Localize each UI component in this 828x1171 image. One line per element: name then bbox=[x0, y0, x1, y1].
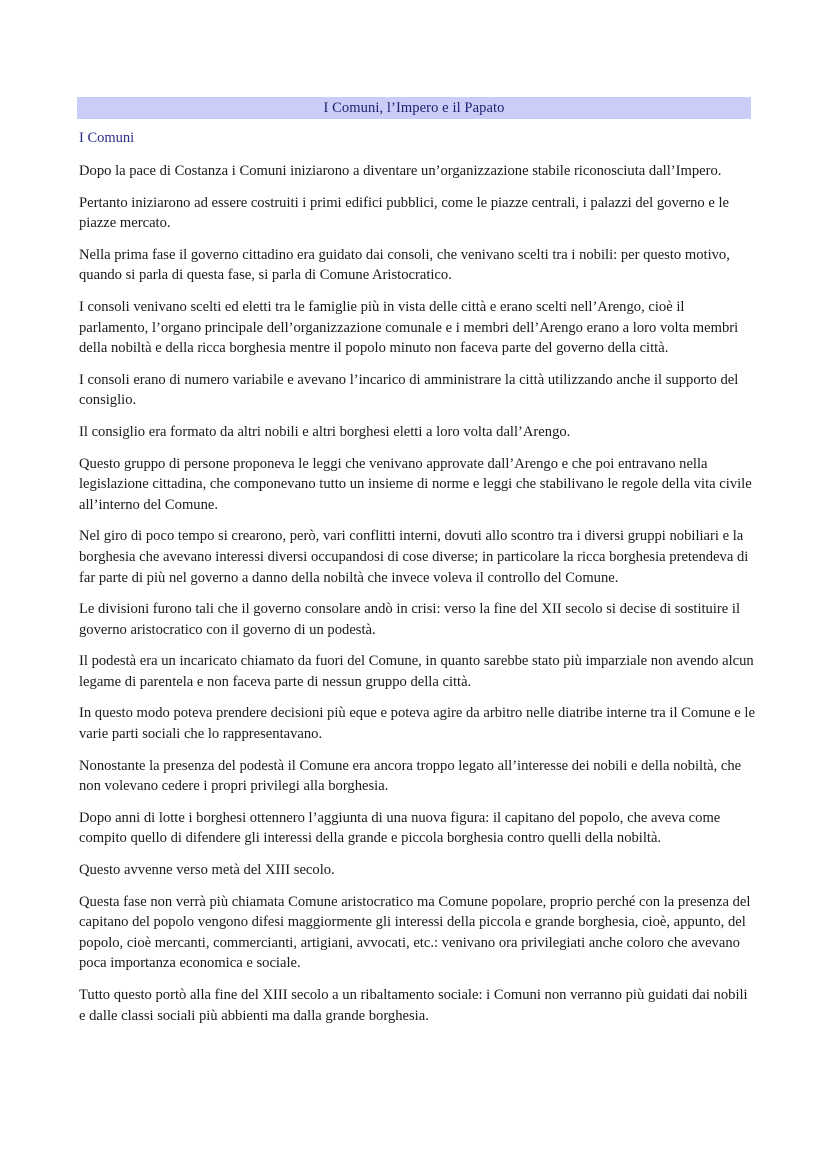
paragraph: I consoli venivano scelti ed eletti tra le famiglie più in vista delle città e erano scelti nell’Arengo, cioè il parlamento, l’organo principale dell’organizzazione comunale e i membri dell’Arengo erano a loro volta membri della nobiltà e della ricca borghesia mentre il popolo minuto non faceva parte del governo della città. bbox=[79, 298, 739, 357]
paragraph: Nel giro di poco tempo si crearono, però, vari conflitti interni, dovuti allo scontro tra i diversi gruppi nobiliari e la borghesia che avevano interessi diversi occupandosi di cose diverse; in particolare la ricca borghesia pretendeva di far parte di più nel governo a danno della nobiltà che invece voleva il controllo del Comune. bbox=[79, 528, 749, 586]
paragraph: Dopo anni di lotte i borghesi ottennero l’aggiunta di una nuova figura: il capitano del popolo, che aveva come compito quello di difendere gli interessi della grande e piccola borghesia contro quelli della nobiltà. bbox=[79, 809, 721, 847]
document-title: I Comuni, l’Impero e il Papato bbox=[323, 99, 505, 116]
paragraph: Il podestà era un incaricato chiamato da fuori del Comune, in quanto sarebbe stato più imparziale non avendo alcun legame di parentela e non faceva parte di nessun gruppo della città. bbox=[79, 653, 754, 690]
body-text bbox=[79, 161, 755, 1037]
paragraph: Questo gruppo di persone proponeva le leggi che venivano approvate dall’Arengo e che poi entravano nella legislazione cittadina, che componevano tutto un insieme di norme e leggi che stabilivano le regole della vita civile all’interno del Comune. bbox=[79, 455, 752, 513]
paragraph: Dopo la pace di Costanza i Comuni iniziarono a diventare un’organizzazione stabile riconosciuta dall’Impero. bbox=[79, 163, 722, 179]
paragraph: Nonostante la presenza del podestà il Comune era ancora troppo legato all’interesse dei nobili e della nobiltà, che non volevano cedere i propri privilegi alla borghesia. bbox=[79, 757, 742, 795]
paragraph: Questo avvenne verso metà del XIII secolo. bbox=[79, 862, 335, 879]
paragraph: Pertanto iniziarono ad essere costruiti i primi edifici pubblici, come le piazze centrali, i palazzi del governo e le piazze mercato. bbox=[79, 194, 729, 232]
paragraph: Il consiglio era formato da altri nobili e altri borghesi eletti a loro volta dall’Arengo. bbox=[79, 423, 571, 440]
section-heading: I Comuni bbox=[79, 130, 135, 146]
paragraph: Nella prima fase il governo cittadino era guidato dai consoli, che venivano scelti tra i nobili: per questo motivo, quando si parla di questa fase, si parla di Comune Aristocratico. bbox=[79, 246, 730, 284]
paragraph: In questo modo poteva prendere decisioni più eque e poteva agire da arbitro nelle diatribe interne tra il Comune e le varie parti sociali che lo rappresentavano. bbox=[79, 705, 755, 743]
paragraph: Tutto questo portò alla fine del XIII secolo a un ribaltamento sociale: i Comuni non verranno più guidati dai nobili e dalle classi sociali più abbienti ma dalla grande borghesia. bbox=[79, 987, 748, 1024]
paragraph: Questa fase non verrà più chiamata Comune aristocratico ma Comune popolare, proprio perché con la presenza del capitano del popolo vengono difesi maggiormente gli interessi della piccola e grande borghesia, cioè, appunto, del popolo, cioè mercanti, commercianti, artigiani, avvocati, etc.: venivano ora privilegiati anche coloro che avevano poca importanza economica e sociale. bbox=[79, 893, 751, 972]
title-banner bbox=[77, 97, 751, 119]
paragraph: Le divisioni furono tali che il governo consolare andò in crisi: verso la fine del XII secolo si decise di sostituire il governo aristocratico con il governo di un podestà. bbox=[79, 601, 741, 638]
paragraph: I consoli erano di numero variabile e avevano l’incarico di amministrare la città utilizzando anche il supporto del consiglio. bbox=[79, 371, 739, 409]
